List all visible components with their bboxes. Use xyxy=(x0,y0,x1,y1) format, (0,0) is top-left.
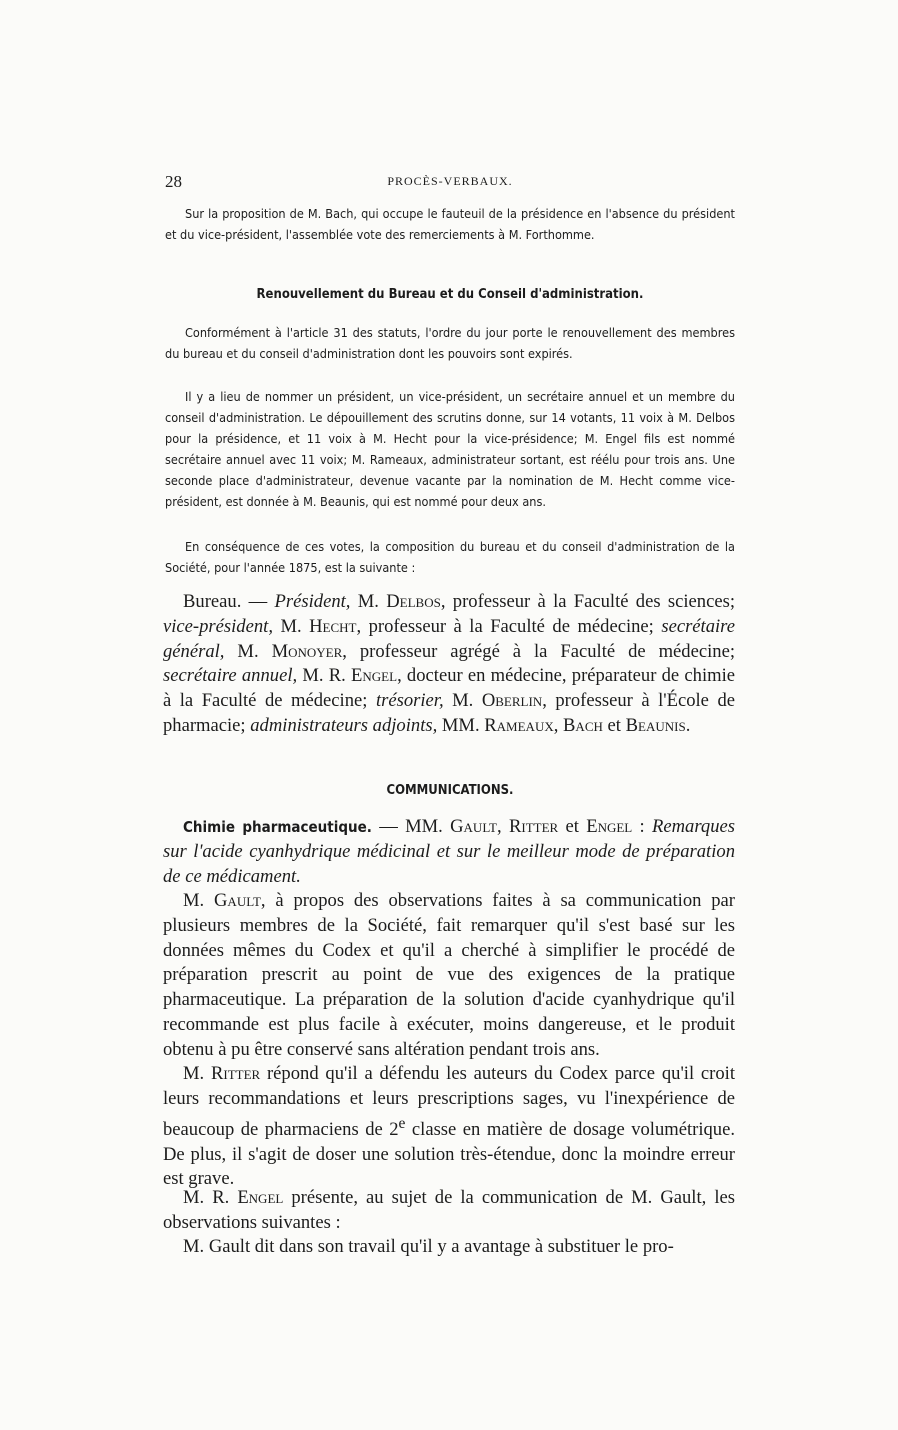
page-header xyxy=(165,172,735,194)
text-run: : xyxy=(632,816,653,837)
renewal-paragraph-2: Il y a lieu de nommer un président, un vice-président, un secrétaire annuel et un membre du conseil d'administration. Le dépouillement des scrutins donne, sur 14 votants, 11 voix à M. Delbos pour la présidence, et 11 voix à M. Hecht pour la vice-présidence; M. Engel fils est nommé secrétaire annuel avec 11 voix; M. Rameaux, administrateur sortant, est réélu pour trois ans. Une seconde place d'administrateur, devenue vacante par la nomination de M. Hecht comme vice-président, est donnée à M. Beaunis, qui est nommé pour deux ans. xyxy=(165,389,735,509)
name-gault: Gault xyxy=(214,890,261,911)
running-head: PROCÈS-VERBAUX. xyxy=(387,174,513,188)
text-run: classe en matière de dosage volumétrique. De plus, il s'agit de doser une solution très-étendue, donc la moindre erreur est grave. xyxy=(163,1118,735,1190)
role-secretaire-annuel: secrétaire annuel, xyxy=(163,665,298,687)
renewal-paragraph-1: Conformément à l'article 31 des statuts, l'ordre du jour porte le renouvellement des membres du bureau et du conseil d'administration dont les pouvoirs sont expirés. xyxy=(165,325,735,361)
communication-title: Remarques sur l'acide cyanhydrique médicinal et sur le meilleur mode de préparation de ce médicament. xyxy=(163,816,735,887)
text-run: , xyxy=(497,816,509,837)
superscript: e xyxy=(398,1114,406,1132)
bureau-label: Bureau. xyxy=(183,591,242,612)
name-beaunis: Beaunis xyxy=(625,714,686,736)
communication-title-paragraph xyxy=(163,815,735,889)
text-run: présente, au sujet de la communication de M. Gault, les observations suivantes : xyxy=(163,1187,735,1233)
name-rameaux: Rameaux xyxy=(484,714,554,736)
name-engel: Engel xyxy=(237,1187,284,1208)
role-secretaire-general: secrétaire général, xyxy=(163,615,735,662)
last-paragraph: M. Gault dit dans son travail qu'il y a avantage à substituer le pro- xyxy=(183,1236,674,1257)
text-run: , docteur en médecine, préparateur de chimie à la Faculté de médecine; xyxy=(163,665,735,712)
text-run: , professeur à l'École de pharmacie; xyxy=(163,690,735,736)
name-ritter: Ritter xyxy=(508,816,559,837)
text-run: M. xyxy=(183,890,214,911)
communications-heading: COMMUNICATIONS. xyxy=(386,783,514,798)
engel-paragraph xyxy=(163,1186,735,1236)
text-run: — xyxy=(241,591,275,612)
page-number: 28 xyxy=(165,172,182,191)
text-run: M. xyxy=(350,591,387,612)
text-run: MM. xyxy=(437,714,485,736)
name-engel: Engel xyxy=(351,665,398,687)
role-administrateurs: administrateurs adjoints, xyxy=(250,714,438,736)
ritter-paragraph xyxy=(163,1062,735,1192)
renewal-paragraph-3: En conséquence de ces votes, la composition du bureau et du conseil d'administration de la Société, pour l'année 1875, est la suivante : xyxy=(165,539,735,575)
text-run: , professeur agrégé à la Faculté de médecine; xyxy=(342,640,735,662)
name-bach: Bach xyxy=(563,714,603,736)
role-vice-president: vice-président, xyxy=(163,615,273,637)
role-president: Président, xyxy=(274,591,351,612)
text-run: M. R. xyxy=(297,665,352,687)
text-run: , à propos des observations faites à sa communication par plusieurs membres de la Société, fait remarquer qu'il s'est basé sur les données mêmes du Codex et qu'il a cherché à simplifier le procédé de préparation prescrit au point de vue des exigences de la pratique pharmaceutique. La préparation de la solution d'acide cyanhydrique qu'il recommande est plus facile à exécuter, moins dangereuse, et le produit obtenu à pu être conservé sans altération pendant trois ans. xyxy=(163,890,735,1060)
text-run: répond qu'il a défendu les auteurs du Codex parce qu'il croit leurs recommandations et leurs prescriptions sages, vu l'inexpérience de beaucoup de pharmaciens de 2 xyxy=(163,1063,735,1140)
name-ritter: Ritter xyxy=(210,1063,261,1084)
text-run: M. R. xyxy=(183,1187,238,1208)
name-engel: Engel xyxy=(586,816,633,837)
role-tresorier: trésorier, xyxy=(375,690,444,712)
text-run: et xyxy=(602,714,626,736)
text-run: M. xyxy=(272,615,310,637)
text-run: , professeur à la Faculté des sciences; xyxy=(440,591,736,612)
gault-paragraph xyxy=(163,889,735,1063)
bureau-paragraph xyxy=(163,590,735,739)
text-run: M. xyxy=(443,690,482,712)
name-hecht: Hecht xyxy=(309,615,357,637)
section-label: Chimie pharmaceutique. xyxy=(183,818,372,836)
name-delbos: Delbos xyxy=(386,591,441,612)
text-run: M. xyxy=(183,1063,211,1084)
text-run: . xyxy=(685,714,691,736)
opening-paragraph: Sur la proposition de M. Bach, qui occupe le fauteuil de la présidence en l'absence du président et du vice-président, l'assemblée vote des remerciements à M. Forthomme. xyxy=(165,206,735,242)
name-monoyer: Monoyer xyxy=(271,640,343,662)
name-oberlin: Oberlin xyxy=(481,690,543,712)
renewal-heading: Renouvellement du Bureau et du Conseil d'administration. xyxy=(256,287,644,302)
text-run: , xyxy=(553,714,564,736)
text-run: , professeur à la Faculté de médecine; xyxy=(356,615,662,637)
text-run: — MM. xyxy=(371,816,451,837)
text-run: et xyxy=(558,816,587,837)
name-gault: Gault xyxy=(450,816,498,837)
text-run: M. xyxy=(224,640,272,662)
